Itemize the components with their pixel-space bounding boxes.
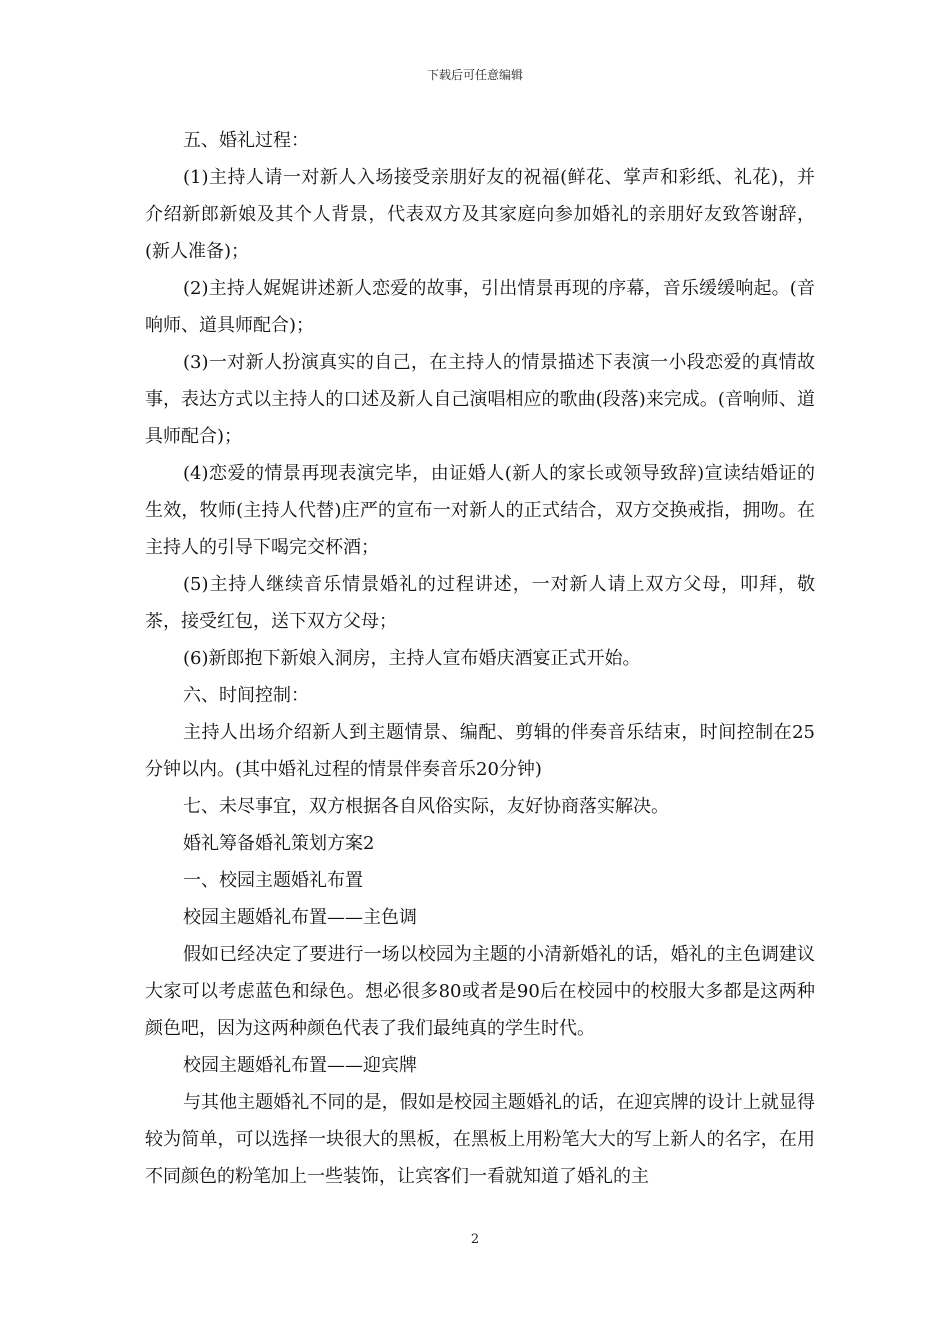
document-body: [145, 122, 815, 1195]
paragraph: 假如已经决定了要进行一场以校园为主题的小清新婚礼的话，婚礼的主色调建议大家可以考虑蓝色和绿色。想必很多80或者是90后在校园中的校服大多都是这两种颜色吧，因为这两种颜色代表了我们最纯真的学生时代。: [145, 944, 815, 1039]
paragraph: (4)恋爱的情景再现表演完毕，由证婚人(新人的家长或领导致辞)宣读结婚证的生效，牧师(主持人代替)庄严的宣布一对新人的正式结合，双方交换戒指，拥吻。在主持人的引导下喝完交杯酒；: [145, 463, 815, 558]
paragraph: (3)一对新人扮演真实的自己，在主持人的情景描述下表演一小段恋爱的真情故事，表达方式以主持人的口述及新人自己演唱相应的歌曲(段落)来完成。(音响师、道具师配合)；: [145, 352, 815, 447]
paragraph: (5)主持人继续音乐情景婚礼的过程讲述，一对新人请上双方父母，叩拜，敬茶，接受红包，送下双方父母；: [145, 574, 815, 632]
section-heading-time-control: 六、时间控制：: [183, 685, 309, 706]
paragraph: 与其他主题婚礼不同的是，假如是校园主题婚礼的话，在迎宾牌的设计上就显得较为简单，可以选择一块很大的黑板，在黑板上用粉笔大大的写上新人的名字，在用不同颜色的粉笔加上一些装饰，让宾客们一看就知道了婚礼的主: [145, 1092, 815, 1187]
paragraph: 主持人出场介绍新人到主题情景、编配、剪辑的伴奏音乐结束，时间控制在25分钟以内。(其中婚礼过程的情景伴奏音乐20分钟): [145, 722, 815, 780]
paragraph: (6)新郎抱下新娘入洞房，主持人宣布婚庆酒宴正式开始。: [183, 648, 641, 669]
plan-title: 婚礼筹备婚礼策划方案2: [183, 833, 375, 854]
page-number: 2: [470, 1232, 480, 1247]
subheading-welcome-sign: 校园主题婚礼布置——迎宾牌: [183, 1055, 417, 1076]
paragraph: (1)主持人请一对新人入场接受亲朋好友的祝福(鲜花、掌声和彩纸、礼花)，并介绍新郎新娘及其个人背景，代表双方及其家庭向参加婚礼的亲朋好友致答谢辞，(新人准备)；: [145, 167, 815, 262]
paragraph: 七、未尽事宜，双方根据各自风俗实际，友好协商落实解决。: [183, 796, 669, 817]
paragraph: (2)主持人娓娓讲述新人恋爱的故事，引出情景再现的序幕，音乐缓缓响起。(音响师、道具师配合)；: [145, 278, 815, 336]
subheading-main-color: 校园主题婚礼布置——主色调: [183, 907, 417, 928]
page-header: 下载后可任意编辑: [426, 68, 523, 82]
section-heading-wedding-process: 五、婚礼过程：: [183, 130, 309, 151]
section-heading-campus-layout: 一、校园主题婚礼布置: [183, 870, 363, 891]
